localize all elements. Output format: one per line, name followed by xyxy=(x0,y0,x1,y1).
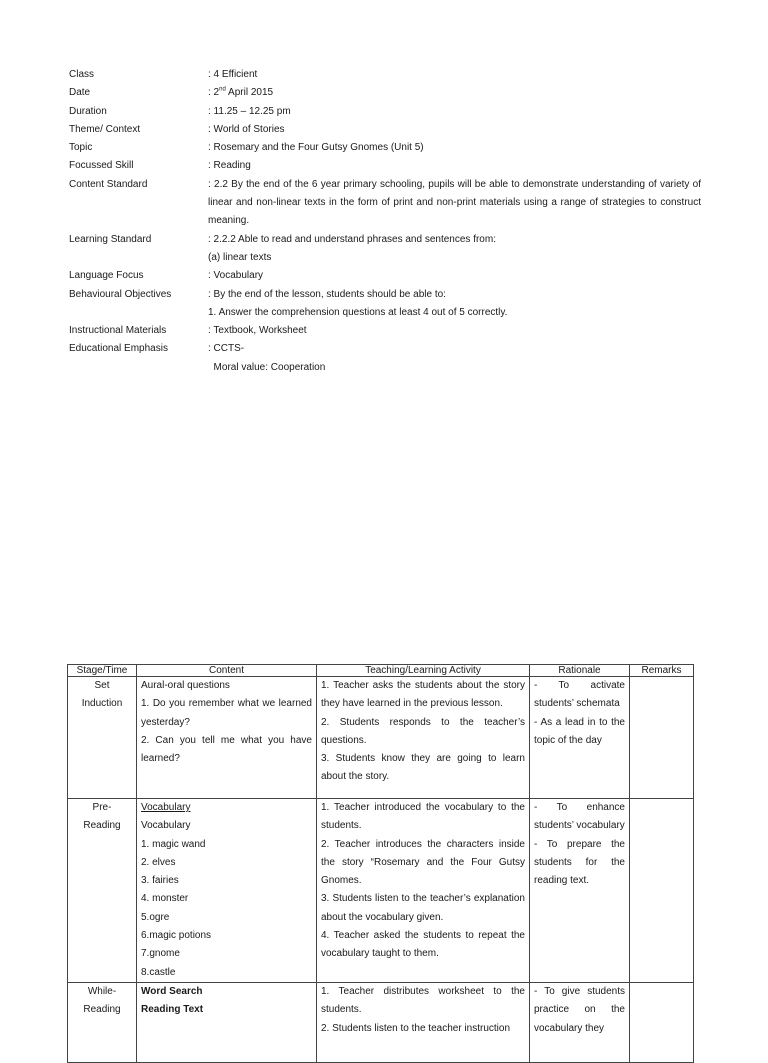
rationale-line: - To prepare the students for the reading text. xyxy=(534,838,625,887)
class-label: Class xyxy=(69,69,95,80)
content-heading: Word Search xyxy=(141,985,203,997)
date-ordinal: nd xyxy=(219,86,226,93)
header-content: Content xyxy=(137,665,317,677)
date-day: : 2 xyxy=(208,87,220,99)
content-heading: Reading Text xyxy=(141,1004,204,1016)
objectives-row xyxy=(69,286,701,323)
topic-row xyxy=(69,139,701,157)
content-standard-row xyxy=(69,176,701,231)
rationale-line: - To give students practice on the vocabulary they xyxy=(534,985,625,1034)
activity-line: 2. Teacher introduces the characters inside the story “Rosemary and the Four Gutsy Gnomes. xyxy=(321,838,525,887)
activity-line: 3. Students listen to the teacher’s explanation about the vocabulary given. xyxy=(321,893,525,923)
content-line: 2. Can you tell me what you have learned? xyxy=(141,734,312,765)
topic-label: Topic xyxy=(69,142,93,154)
rationale-cell xyxy=(530,799,630,983)
content-line: 1. magic wand xyxy=(141,838,206,850)
learning-standard-line-2: (a) linear texts xyxy=(208,251,272,263)
objectives-line-2: 1. Answer the comprehension questions at least 4 out of 5 correctly. xyxy=(208,306,508,318)
content-line: 4. monster xyxy=(141,893,189,905)
content-cell xyxy=(137,799,317,983)
remarks-cell xyxy=(630,677,694,799)
stage-line: While- xyxy=(87,985,117,997)
date-label: Date xyxy=(69,87,91,99)
learning-standard-value xyxy=(208,231,701,268)
materials-label: Instructional Materials xyxy=(69,325,167,337)
header-remarks: Remarks xyxy=(630,665,694,677)
content-heading: Vocabulary xyxy=(141,802,191,813)
content-line: Aural-oral questions xyxy=(141,680,230,691)
remarks-cell xyxy=(630,799,694,983)
stage-line: Reading xyxy=(83,1004,121,1016)
content-line: 7.gnome xyxy=(141,948,180,960)
emphasis-row xyxy=(69,340,701,377)
stage-line: Set xyxy=(94,680,110,691)
skill-row xyxy=(69,157,701,175)
rationale-cell xyxy=(530,677,630,799)
table-row xyxy=(68,799,694,983)
objectives-label: Behavioural Objectives xyxy=(69,288,172,300)
table-header-row xyxy=(68,665,694,677)
activity-line: 1. Teacher distributes worksheet to the students. xyxy=(321,985,525,1016)
stage-line: Induction xyxy=(81,698,123,710)
activity-line: 4. Teacher asked the students to repeat the vocabulary taught to them. xyxy=(321,930,525,960)
theme-value: : World of Stories xyxy=(208,123,285,135)
materials-row xyxy=(69,322,701,340)
content-standard-value: : 2.2 By the end of the 6 year primary schooling, pupils will be able to demonstrate understanding of variety of linear and non-linear texts in the form of print and non-print materials using a range of strategies to construct meaning. xyxy=(208,178,701,227)
duration-label: Duration xyxy=(69,105,107,117)
activity-line: 2. Students responds to the teacher’s questions. xyxy=(321,716,525,746)
activity-line: 3. Students know they are going to learn about the story. xyxy=(321,753,525,783)
remarks-cell xyxy=(630,982,694,1062)
theme-label: Theme/ Context xyxy=(69,123,141,135)
theme-row xyxy=(69,121,701,139)
content-cell xyxy=(137,982,317,1062)
content-line: 8.castle xyxy=(141,966,176,978)
materials-value: : Textbook, Worksheet xyxy=(208,325,307,337)
class-value: : 4 Efficient xyxy=(208,69,258,80)
learning-standard-row xyxy=(69,231,701,268)
stage-line: Reading xyxy=(83,820,121,832)
learning-standard-line-1: : 2.2.2 Able to read and understand phrases and sentences from: xyxy=(208,233,496,245)
skill-label: Focussed Skill xyxy=(69,160,134,172)
skill-value: : Reading xyxy=(208,160,251,172)
content-cell xyxy=(137,677,317,799)
content-line: 5.ogre xyxy=(141,911,170,923)
emphasis-line-2: Moral value: Cooperation xyxy=(208,361,326,373)
stage-line: Pre- xyxy=(92,802,112,813)
objectives-line-1: : By the end of the lesson, students should be able to: xyxy=(208,288,446,300)
date-month-year: April 2015 xyxy=(225,87,274,99)
header-stage: Stage/Time xyxy=(68,665,137,677)
rationale-cell xyxy=(530,982,630,1062)
activity-line: 1. Teacher asks the students about the story they have learned in the previous lesson. xyxy=(321,680,525,710)
emphasis-value xyxy=(208,340,701,377)
rationale-line: - To activate students’ schemata xyxy=(534,680,625,710)
activity-cell xyxy=(317,799,530,983)
language-focus-value: : Vocabulary xyxy=(208,270,264,282)
activity-cell xyxy=(317,982,530,1062)
activity-line: 1. Teacher introduced the vocabulary to the students. xyxy=(321,802,525,832)
duration-value: : 11.25 – 12.25 pm xyxy=(208,105,291,117)
objectives-value xyxy=(208,286,701,323)
language-focus-row xyxy=(69,267,701,285)
content-line: 6.magic potions xyxy=(141,930,212,942)
date-row xyxy=(69,84,701,102)
header-rationale: Rationale xyxy=(530,665,630,677)
activity-cell xyxy=(317,677,530,799)
rationale-line: - To enhance students’ vocabulary xyxy=(534,802,625,832)
content-line: 3. fairies xyxy=(141,875,179,887)
stage-cell xyxy=(68,982,137,1062)
language-focus-label: Language Focus xyxy=(69,270,144,282)
date-value xyxy=(208,84,701,102)
lesson-plan-table xyxy=(67,664,694,1063)
topic-value: : Rosemary and the Four Gutsy Gnomes (Unit 5) xyxy=(208,142,424,154)
emphasis-line-1: : CCTS- xyxy=(208,343,245,355)
content-line: 1. Do you remember what we learned yesterday? xyxy=(141,698,312,728)
stage-cell xyxy=(68,799,137,983)
lesson-details xyxy=(69,66,701,377)
activity-line: 2. Students listen to the teacher instruction xyxy=(321,1022,510,1034)
table-row xyxy=(68,677,694,799)
rationale-line: - As a lead in to the topic of the day xyxy=(534,716,625,746)
content-line: 2. elves xyxy=(141,856,176,868)
content-standard-label: Content Standard xyxy=(69,178,148,190)
duration-row xyxy=(69,103,701,121)
emphasis-label: Educational Emphasis xyxy=(69,343,168,355)
content-line: Vocabulary xyxy=(141,820,191,832)
class-row xyxy=(69,66,701,84)
learning-standard-label: Learning Standard xyxy=(69,233,152,245)
header-activity: Teaching/Learning Activity xyxy=(317,665,530,677)
stage-cell xyxy=(68,677,137,799)
table-row xyxy=(68,982,694,1062)
